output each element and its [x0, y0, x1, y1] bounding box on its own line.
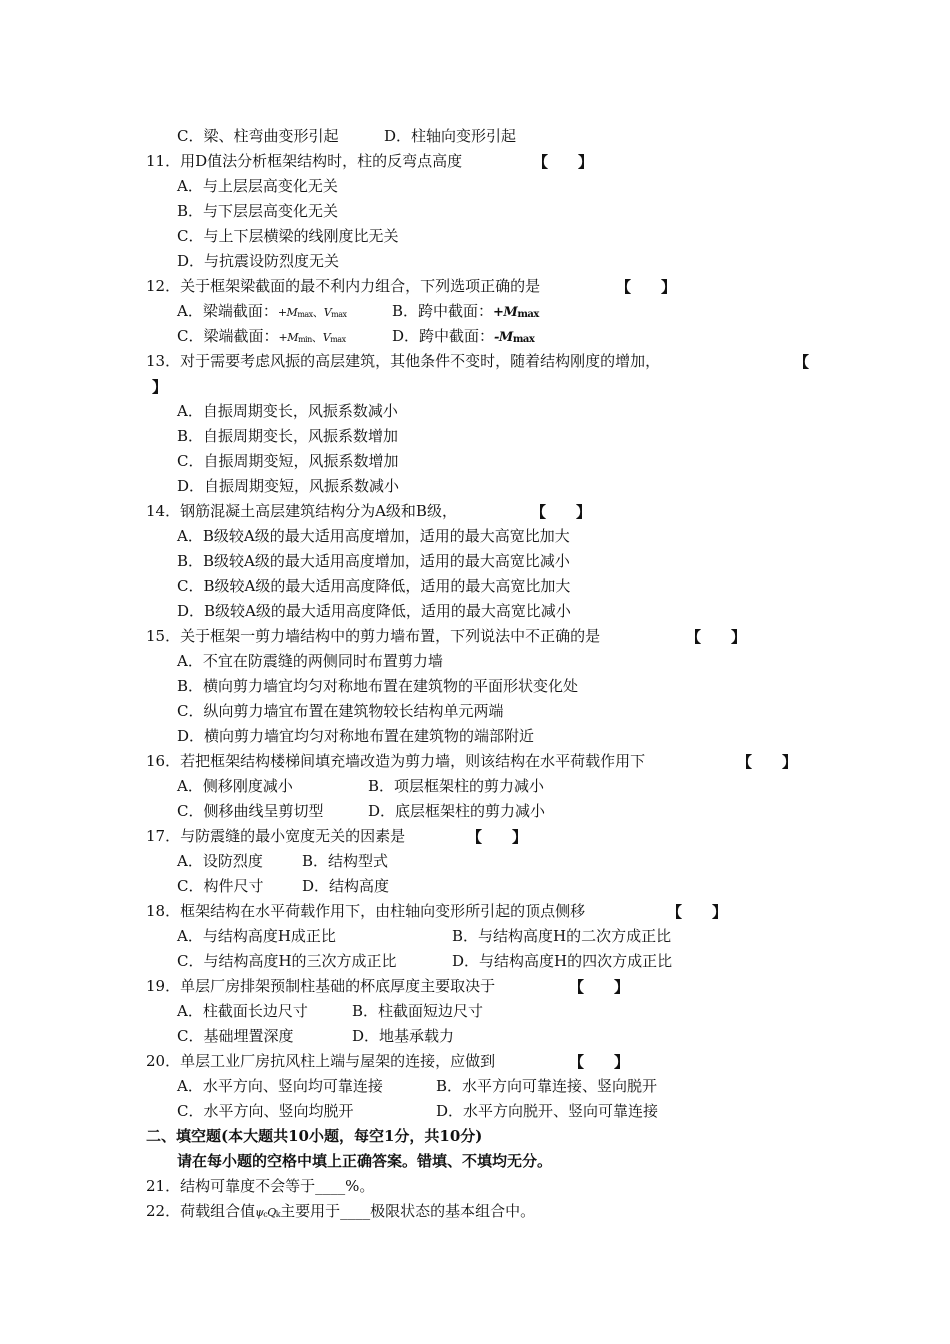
q14-option-b: B．B级较A级的最大适用高度增加，适用的最大高宽比减小 [177, 552, 570, 570]
q22-combination-symbol [255, 1206, 280, 1219]
q12-answer-bracket: 【 】 [616, 278, 677, 296]
q13-stem: 13．对于需要考虑风振的高层建筑，其他条件不变时，随着结构刚度的增加， [146, 352, 661, 370]
q22-text [146, 1201, 535, 1225]
q15-answer-bracket: 【 】 [686, 628, 747, 646]
q15-option-a: A．不宜在防震缝的两侧同时布置剪力墙 [177, 652, 443, 670]
q12-stem: 12．关于框架梁截面的最不利内力组合，下列选项正确的是 [146, 277, 541, 295]
q19-answer-bracket: 【 】 [569, 978, 630, 996]
q22-post: 主要用于____极限状态的基本组合中。 [280, 1202, 536, 1220]
q17-option-b: B．结构型式 [302, 852, 389, 870]
q10-option-c: C．梁、柱弯曲变形引起 [177, 127, 339, 145]
q13-option-c: C．自振周期变短，风振系数增加 [177, 452, 399, 470]
q20-stem: 20．单层工业厂房抗风柱上端与屋架的连接，应做到 [146, 1052, 496, 1070]
q19-option-d: D．地基承载力 [352, 1027, 455, 1045]
q12-a-v: V [323, 306, 332, 319]
q17-option-a: A．设防烈度 [177, 852, 263, 870]
q12-b-m-sub: max [517, 309, 539, 320]
q21-text: 21．结构可靠度不会等于____%。 [146, 1177, 375, 1195]
q14-option-d: D．B级较A级的最大适用高度降低，适用的最大高宽比减小 [177, 602, 571, 620]
q11-stem: 11．用D值法分析框架结构时，柱的反弯点高度 [146, 152, 463, 170]
q12-d-m: -M [494, 330, 513, 345]
q14-stem: 14．钢筋混凝土高层建筑结构分为A级和B级， [146, 502, 457, 520]
q11-option-c: C．与上下层横梁的线刚度比无关 [177, 227, 399, 245]
q11-option-a: A．与上层层高变化无关 [177, 177, 338, 195]
q16-answer-bracket: 【 】 [737, 753, 798, 771]
q12-b-label: B．跨中截面： [392, 302, 494, 320]
q17-option-c: C．构件尺寸 [177, 877, 264, 895]
q17-option-d: D．结构高度 [302, 877, 390, 895]
q12-c-label: C．梁端截面： [177, 327, 279, 345]
q20-option-c: C．水平方向、竖向均脱开 [177, 1102, 354, 1120]
q11-option-b: B．与下层层高变化无关 [177, 202, 339, 220]
q12-c-v-sub: max [330, 335, 346, 344]
q20-option-a: A．水平方向、竖向均可靠连接 [177, 1077, 383, 1095]
q22-psi-sub: c [263, 1210, 268, 1219]
q12-c-m: +M [278, 331, 298, 344]
section2-instruction: 请在每小题的空格中填上正确答案。错填、不填均无分。 [177, 1152, 553, 1170]
q12-c-shear [323, 331, 346, 344]
q12-option-c [177, 326, 346, 350]
q22-q-sub: k [275, 1210, 281, 1219]
q12-a-m: +M [277, 306, 298, 319]
q12-a-moment [278, 306, 313, 319]
q12-c-m-sub: min [297, 335, 312, 344]
q15-option-c: C．纵向剪力墙宜布置在建筑物较长结构单元两端 [177, 702, 504, 720]
q12-option-d [392, 326, 534, 350]
q19-option-b: B．柱截面短边尺寸 [352, 1002, 484, 1020]
q12-d-m-sub: max [512, 334, 535, 345]
q22-psi: ψ [255, 1206, 264, 1219]
q18-option-a: A．与结构高度H成正比 [177, 927, 336, 945]
q12-a-v-sub: max [331, 310, 347, 319]
q20-option-b: B．水平方向可靠连接、竖向脱开 [436, 1077, 658, 1095]
q19-option-a: A．柱截面长边尺寸 [177, 1002, 308, 1020]
q12-d-moment [494, 330, 534, 345]
q13-bracket-open: 【 [794, 353, 810, 371]
q18-option-d: D．与结构高度H的四次方成正比 [452, 952, 673, 970]
q13-bracket-close: 】 [152, 378, 168, 396]
q12-c-sep: 、 [311, 331, 323, 344]
q17-stem: 17．与防震缝的最小宽度无关的因素是 [146, 827, 406, 845]
q12-option-b [392, 301, 539, 325]
section2-title: 二、填空题(本大题共10小题，每空1分，共10分) [146, 1127, 483, 1145]
q12-a-m-sub: max [297, 310, 313, 319]
q16-option-c: C．侧移曲线呈剪切型 [177, 802, 324, 820]
q15-stem: 15．关于框架一剪力墙结构中的剪力墙布置，下列说法中不正确的是 [146, 627, 601, 645]
q12-a-shear [324, 306, 347, 319]
q14-option-a: A．B级较A级的最大适用高度增加，适用的最大高宽比加大 [177, 527, 570, 545]
q20-option-d: D．水平方向脱开、竖向可靠连接 [436, 1102, 659, 1120]
q18-answer-bracket: 【 】 [667, 903, 728, 921]
q12-a-sep: 、 [312, 306, 324, 319]
q22-pre: 22．荷载组合值 [146, 1202, 256, 1220]
q16-stem: 16．若把框架结构楼梯间填充墙改造为剪力墙，则该结构在水平荷载作用下 [146, 752, 646, 770]
q18-stem: 18．框架结构在水平荷载作用下，由柱轴向变形所引起的顶点侧移 [146, 902, 586, 920]
q16-option-d: D．底层框架柱的剪力减小 [368, 802, 546, 820]
q11-answer-bracket: 【 】 [533, 153, 594, 171]
q11-option-d: D．与抗震设防烈度无关 [177, 252, 340, 270]
q15-option-b: B．横向剪力墙宜均匀对称地布置在建筑物的平面形状变化处 [177, 677, 579, 695]
q16-option-a: A．侧移刚度减小 [177, 777, 293, 795]
q14-answer-bracket: 【 】 [531, 503, 592, 521]
q12-b-m: +M [493, 305, 518, 320]
q12-a-label: A．梁端截面： [177, 302, 278, 320]
q19-stem: 19．单层厂房排架预制柱基础的杯底厚度主要取决于 [146, 977, 496, 995]
q18-option-c: C．与结构高度H的三次方成正比 [177, 952, 397, 970]
q20-answer-bracket: 【 】 [569, 1053, 630, 1071]
q14-option-c: C．B级较A级的最大适用高度降低，适用的最大高宽比加大 [177, 577, 571, 595]
q15-option-d: D．横向剪力墙宜均匀对称地布置在建筑物的端部附近 [177, 727, 535, 745]
q10-option-d: D．柱轴向变形引起 [384, 127, 517, 145]
q19-option-c: C．基础埋置深度 [177, 1027, 294, 1045]
q13-option-b: B．自振周期变长，风振系数增加 [177, 427, 399, 445]
q18-option-b: B．与结构高度H的二次方成正比 [452, 927, 672, 945]
q12-b-moment [493, 305, 539, 320]
q13-option-d: D．自振周期变短，风振系数减小 [177, 477, 400, 495]
q22-q: Q [267, 1206, 276, 1219]
q13-option-a: A．自振周期变长，风振系数减小 [177, 402, 398, 420]
q12-c-v: V [322, 331, 331, 344]
q17-answer-bracket: 【 】 [467, 828, 528, 846]
q12-c-moment [278, 331, 311, 344]
q12-d-label: D．跨中截面： [392, 327, 495, 345]
q12-option-a [177, 301, 347, 325]
q16-option-b: B．项层框架柱的剪力减小 [368, 777, 545, 795]
